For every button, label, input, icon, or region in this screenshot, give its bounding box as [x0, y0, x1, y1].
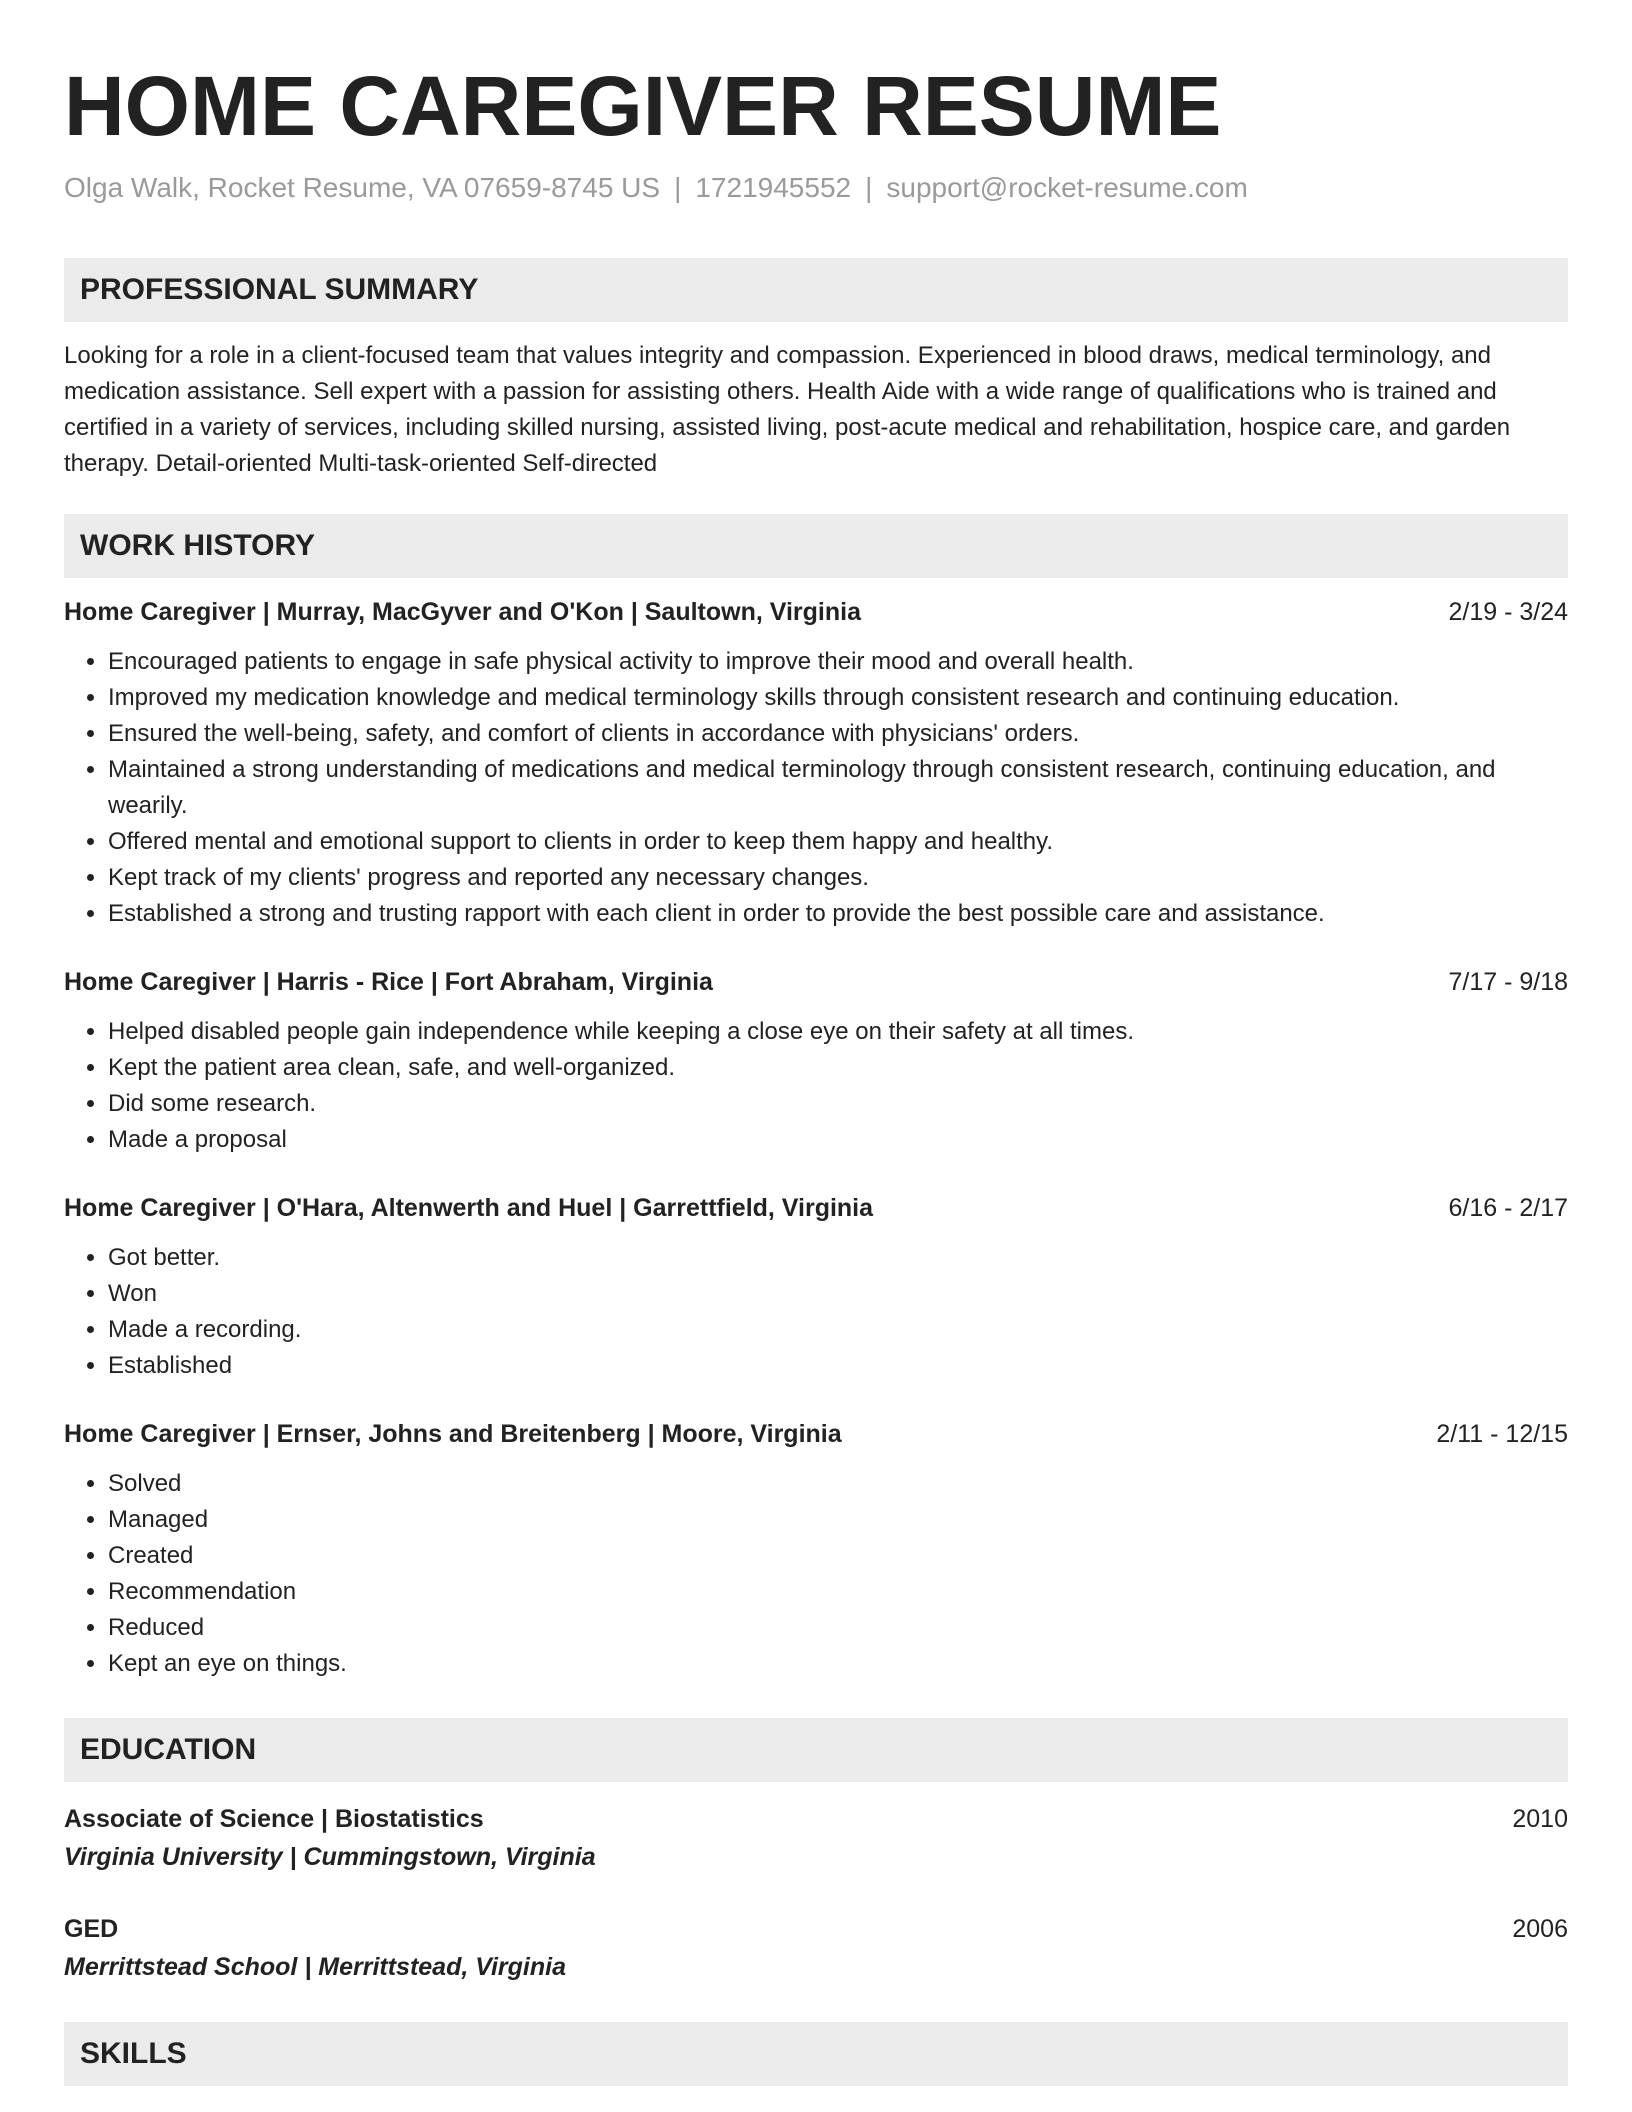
contact-line: [64, 170, 1568, 206]
job-bullet: • Kept track of my clients' progress and reported any necessary changes.: [108, 860, 1568, 896]
job-bullet: • Made a proposal: [108, 1122, 1568, 1158]
job-title: Home Caregiver | Murray, MacGyver and O'Kon | Saultown, Virginia: [64, 598, 861, 626]
job-entry: [64, 964, 1568, 1158]
job-entry: [64, 1416, 1568, 1682]
job-dates: 7/17 - 9/18: [1448, 968, 1568, 996]
job-header: [64, 1416, 1568, 1452]
job-bullet: • Kept the patient area clean, safe, and well-organized.: [108, 1050, 1568, 1086]
job-bullet: • Reduced: [108, 1610, 1568, 1646]
education-header: [64, 1910, 1568, 1948]
education-entry: [64, 1800, 1568, 1876]
education-degree: GED: [64, 1915, 119, 1943]
job-header: [64, 594, 1568, 630]
job-bullet: • Ensured the well-being, safety, and comfort of clients in accordance with physicians' orders.: [108, 716, 1568, 752]
job-bullet: • Created: [108, 1538, 1568, 1574]
section-header-education: EDUCATION: [64, 1718, 1568, 1782]
job-bullet: • Made a recording.: [108, 1312, 1568, 1348]
job-bullet: • Established: [108, 1348, 1568, 1384]
contact-separator: |: [674, 172, 682, 203]
contact-separator: |: [865, 172, 873, 203]
summary-text: Looking for a role in a client-focused team that values integrity and compassion. Experienced in blood draws, medical terminology, and medication assistance. Sell expert with a passion for assisting others. Health Aide with a wide range of qualifications who is trained and certified in a variety of services, including skilled nursing, assisted living, post-acute medical and rehabilitation, hospice care, and garden therapy. Detail-oriented Multi-task-oriented Self-directed: [64, 342, 1511, 477]
job-title: Home Caregiver | Harris - Rice | Fort Abraham, Virginia: [64, 968, 713, 996]
education-year: 2006: [1512, 1915, 1568, 1943]
job-title: Home Caregiver | O'Hara, Altenwerth and Huel | Garrettfield, Virginia: [64, 1194, 874, 1222]
contact-phone: 1721945552: [695, 172, 852, 203]
job-bullet: • Recommendation: [108, 1574, 1568, 1610]
job-bullets: [64, 1466, 1568, 1682]
job-bullet: • Kept an eye on things.: [108, 1646, 1568, 1682]
education-school: Virginia University | Cummingstown, Virginia: [64, 1843, 596, 1871]
job-bullets: [64, 1240, 1568, 1384]
job-bullet: • Helped disabled people gain independence while keeping a close eye on their safety at all times.: [108, 1014, 1568, 1050]
job-bullet: • Did some research.: [108, 1086, 1568, 1122]
job-entry: [64, 1190, 1568, 1384]
job-title: Home Caregiver | Ernser, Johns and Breitenberg | Moore, Virginia: [64, 1420, 842, 1448]
job-dates: 2/19 - 3/24: [1448, 598, 1568, 626]
education-entry: [64, 1910, 1568, 1986]
job-dates: 2/11 - 12/15: [1436, 1420, 1568, 1448]
contact-email: support@rocket-resume.com: [886, 172, 1248, 203]
job-header: [64, 964, 1568, 1000]
education-header: [64, 1800, 1568, 1838]
section-header-work-history: WORK HISTORY: [64, 514, 1568, 578]
job-header: [64, 1190, 1568, 1226]
job-bullet: • Solved: [108, 1466, 1568, 1502]
job-bullet: • Established a strong and trusting rapport with each client in order to provide the best possible care and assistance.: [108, 896, 1568, 932]
job-bullets: [64, 644, 1568, 932]
resume-title: HOME CAREGIVER RESUME: [64, 59, 1222, 153]
contact-address: Olga Walk, Rocket Resume, VA 07659-8745 US: [64, 172, 661, 203]
section-header-skills: SKILLS: [64, 2022, 1568, 2086]
education-year: 2010: [1512, 1805, 1568, 1833]
job-bullet: • Maintained a strong understanding of medications and medical terminology through consistent research, continuing education, and wearily.: [108, 752, 1568, 824]
job-dates: 6/16 - 2/17: [1448, 1194, 1568, 1222]
job-bullet: • Got better.: [108, 1240, 1568, 1276]
job-bullet: • Managed: [108, 1502, 1568, 1538]
job-bullets: [64, 1014, 1568, 1158]
job-bullet: • Won: [108, 1276, 1568, 1312]
job-bullet: • Offered mental and emotional support to clients in order to keep them happy and healthy.: [108, 824, 1568, 860]
education-degree: Associate of Science | Biostatistics: [64, 1805, 484, 1833]
job-bullet: • Encouraged patients to engage in safe physical activity to improve their mood and overall health.: [108, 644, 1568, 680]
job-entry: [64, 594, 1568, 932]
job-bullet: • Improved my medication knowledge and medical terminology skills through consistent research and continuing education.: [108, 680, 1568, 716]
education-school: Merrittstead School | Merrittstead, Virginia: [64, 1953, 567, 1981]
section-header-summary: PROFESSIONAL SUMMARY: [64, 258, 1568, 322]
